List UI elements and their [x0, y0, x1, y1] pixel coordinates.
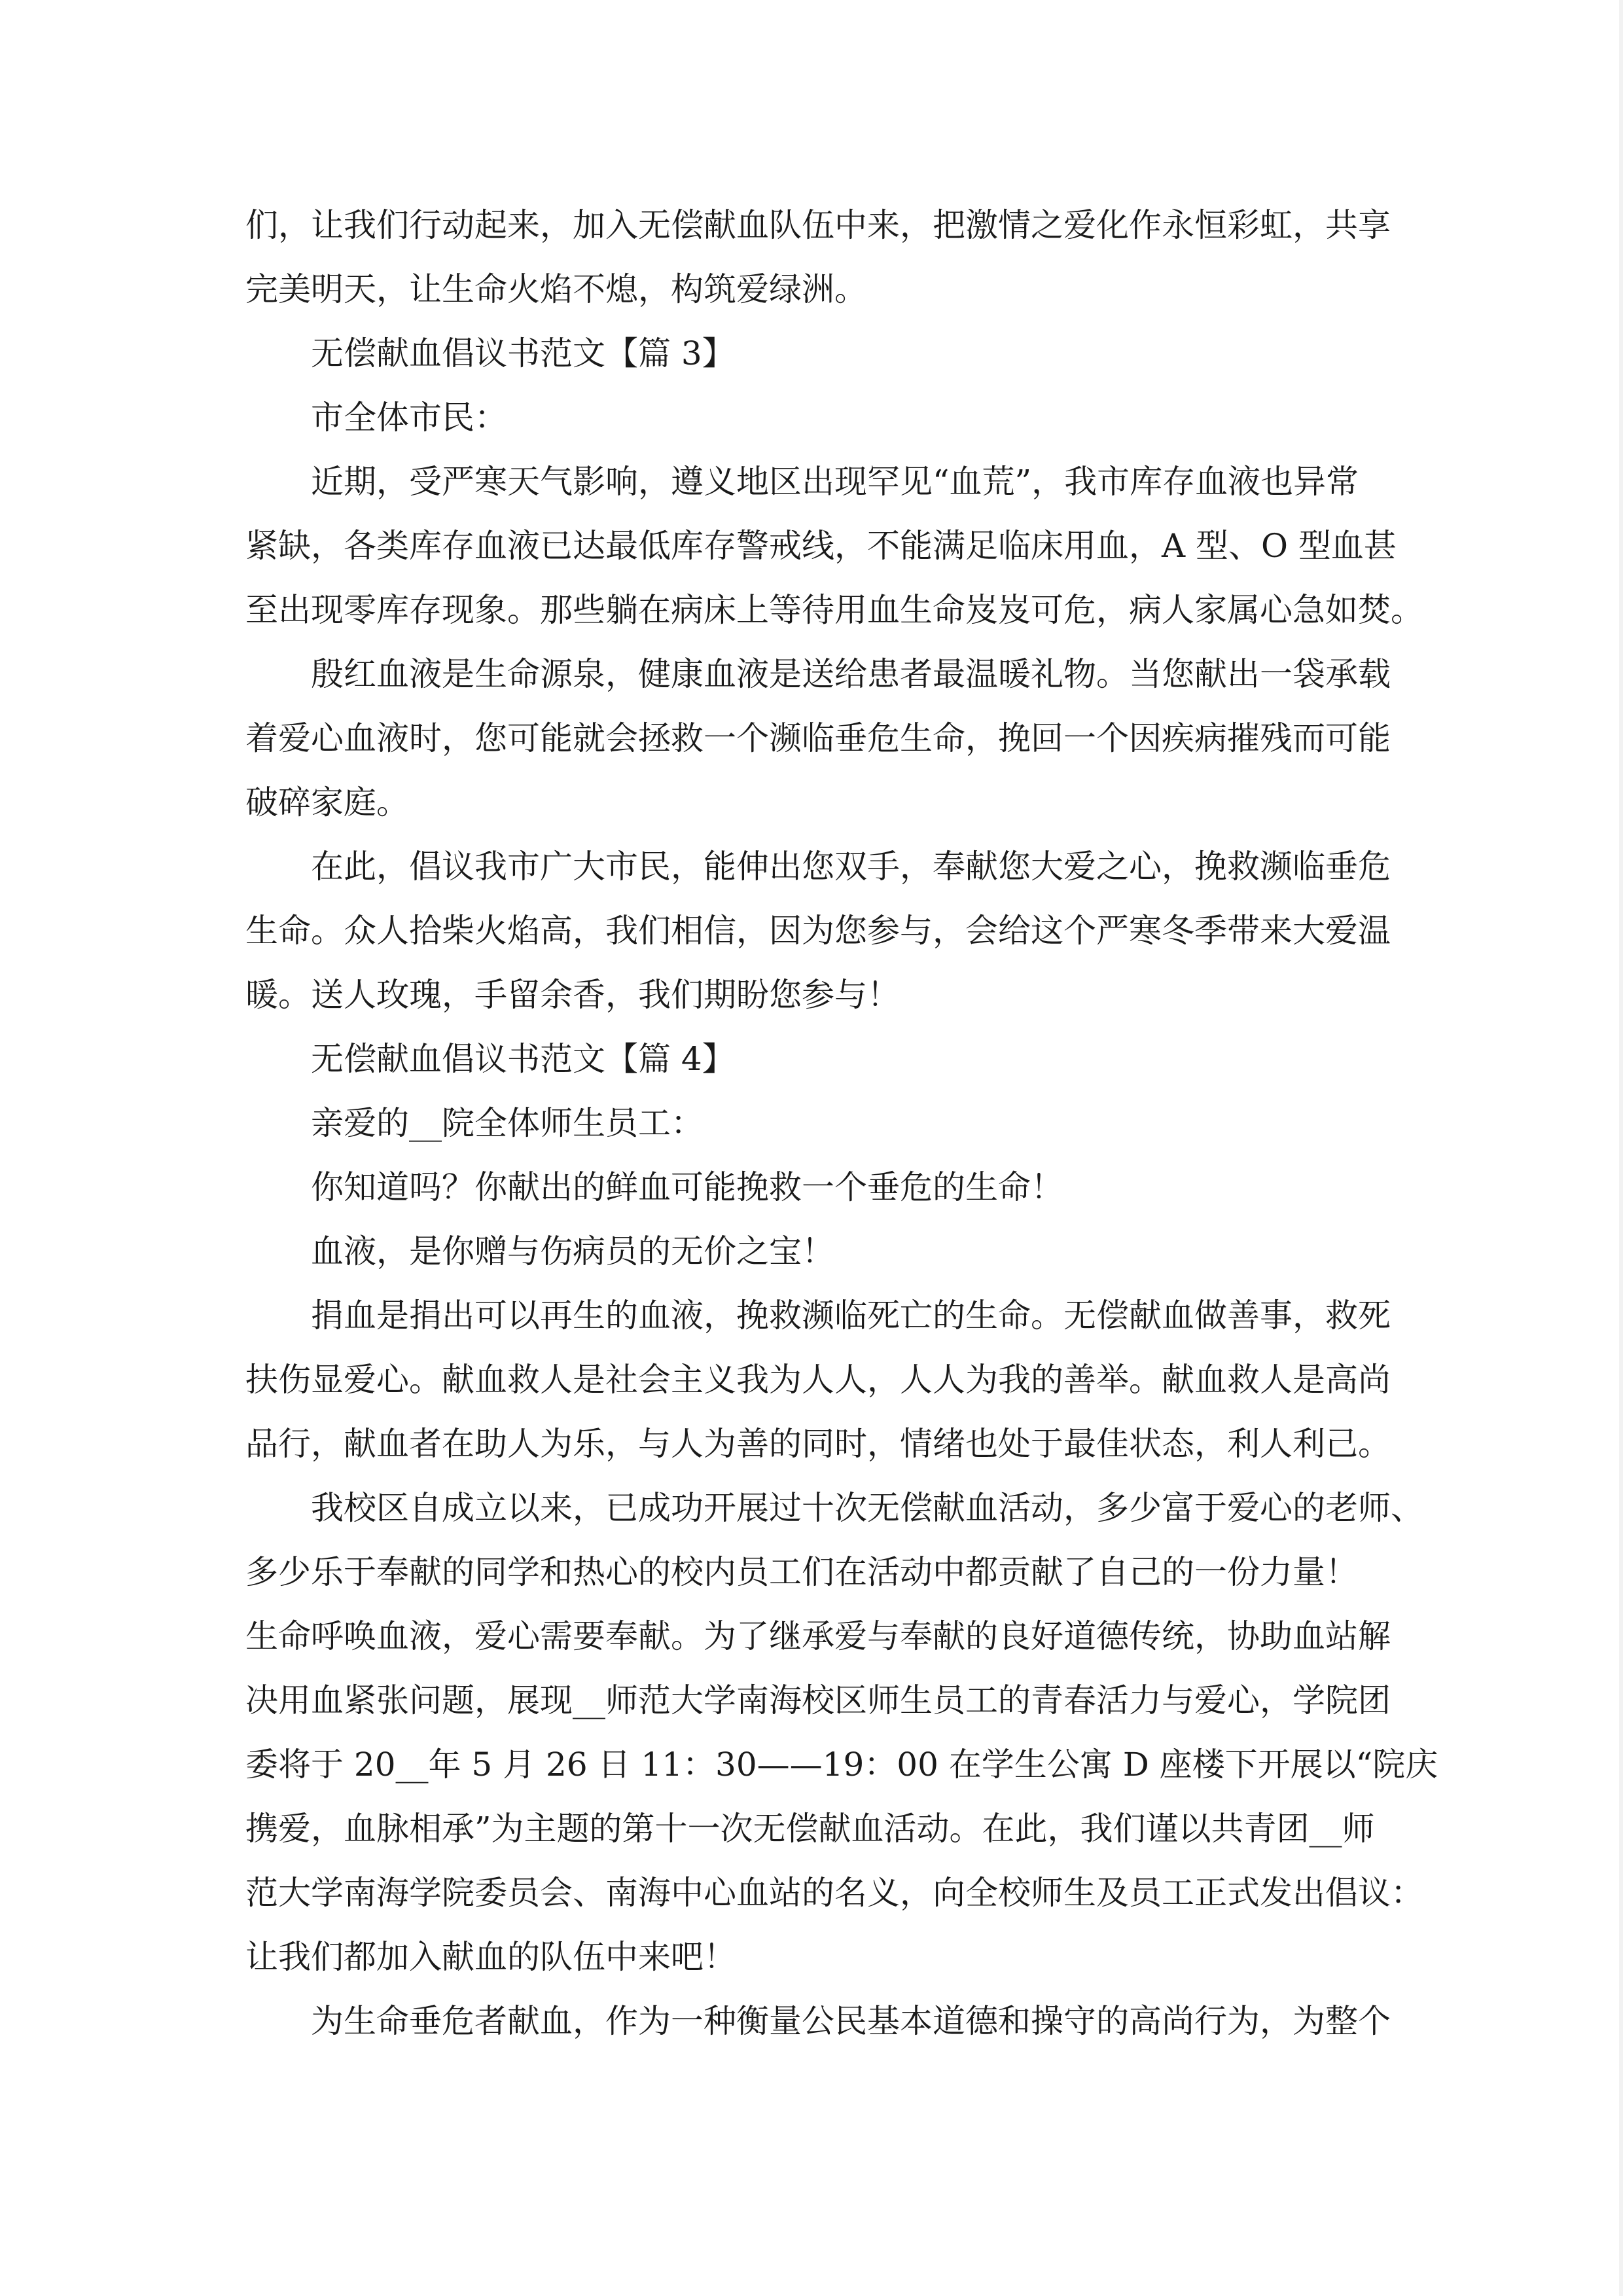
- text-line-24: 决用血紧张问题，展现__师范大学南海校区师生员工的青春活力与爱心，学院团: [245, 1681, 1391, 1719]
- text-line-12: 生命。众人拾柴火焰高，我们相信，因为您参与，会给这个严寒冬季带来大爱温: [245, 912, 1391, 950]
- text-line-29: 为生命垂危者献血，作为一种衡量公民基本道德和操守的高尚行为，为整个: [311, 2002, 1391, 2040]
- text-line-20: 品行，献血者在助人为乐，与人为善的同时，情绪也处于最佳状态，利人利己。: [245, 1425, 1391, 1463]
- text-line-7: 至出现零库存现象。那些躺在病床上等待用血生命岌岌可危，病人家属心急如焚。: [245, 591, 1423, 629]
- text-line-9: 着爱心血液时，您可能就会拯救一个濒临垂危生命，挽回一个因疾病摧残而可能: [245, 719, 1391, 757]
- text-line-6: 紧缺，各类库存血液已达最低库存警戒线，不能满足临床用血，A 型、O 型血甚: [245, 527, 1397, 565]
- salutation-4: 亲爱的__院全体师生员工：: [311, 1104, 704, 1142]
- document-body: [245, 193, 1438, 2053]
- text-line-18: 捐血是捐出可以再生的血液，挽救濒临死亡的生命。无偿献血做善事，救死: [311, 1297, 1391, 1335]
- scan-edge: [1619, 0, 1623, 2296]
- text-line-28: 让我们都加入献血的队伍中来吧！: [245, 1938, 736, 1976]
- text-line-13: 暖。送人玫瑰，手留余香，我们期盼您参与！: [245, 976, 900, 1014]
- text-line-21: 我校区自成立以来，已成功开展过十次无偿献血活动，多少富于爱心的老师、: [311, 1489, 1423, 1527]
- text-line-27: 范大学南海学院委员会、南海中心血站的名义，向全校师生及员工正式发出倡议：: [245, 1874, 1423, 1912]
- text-line-8: 殷红血液是生命源泉，健康血液是送给患者最温暖礼物。当您献出一袋承载: [311, 655, 1391, 693]
- text-line-10: 破碎家庭。: [245, 783, 409, 821]
- text-line-17: 血液，是你赠与伤病员的无价之宝！: [311, 1232, 834, 1270]
- text-line-1: 们，让我们行动起来，加入无偿献血队伍中来，把激情之爱化作永恒彩虹，共享: [245, 206, 1391, 244]
- text-line-19: 扶伤显爱心。献血救人是社会主义我为人人，人人为我的善举。献血救人是高尚: [245, 1361, 1391, 1399]
- salutation-3: 市全体市民：: [311, 399, 507, 437]
- section-heading-4: 无偿献血倡议书范文【篇 4】: [311, 1040, 735, 1078]
- text-line-22: 多少乐于奉献的同学和热心的校内员工们在活动中都贡献了自己的一份力量！: [245, 1553, 1358, 1591]
- text-line-23: 生命呼唤血液，爱心需要奉献。为了继承爱与奉献的良好道德传统，协助血站解: [245, 1617, 1391, 1655]
- section-heading-3: 无偿献血倡议书范文【篇 3】: [311, 334, 735, 372]
- text-line-26: 携爱，血脉相承”为主题的第十一次无偿献血活动。在此，我们谨以共青团__师: [245, 1810, 1375, 1848]
- text-line-11: 在此，倡议我市广大市民，能伸出您双手，奉献您大爱之心，挽救濒临垂危: [311, 848, 1391, 886]
- text-line-2: 完美明天，让生命火焰不熄，构筑爱绿洲。: [245, 270, 867, 308]
- text-line-25: 委将于 20__年 5 月 26 日 11：30——19：00 在学生公寓 D 座楼下开展以“院庆: [245, 1746, 1438, 1784]
- text-line-16: 你知道吗？你献出的鲜血可能挽救一个垂危的生命！: [311, 1168, 1063, 1206]
- text-line-5: 近期，受严寒天气影响，遵义地区出现罕见“血荒”，我市库存血液也异常: [311, 463, 1359, 501]
